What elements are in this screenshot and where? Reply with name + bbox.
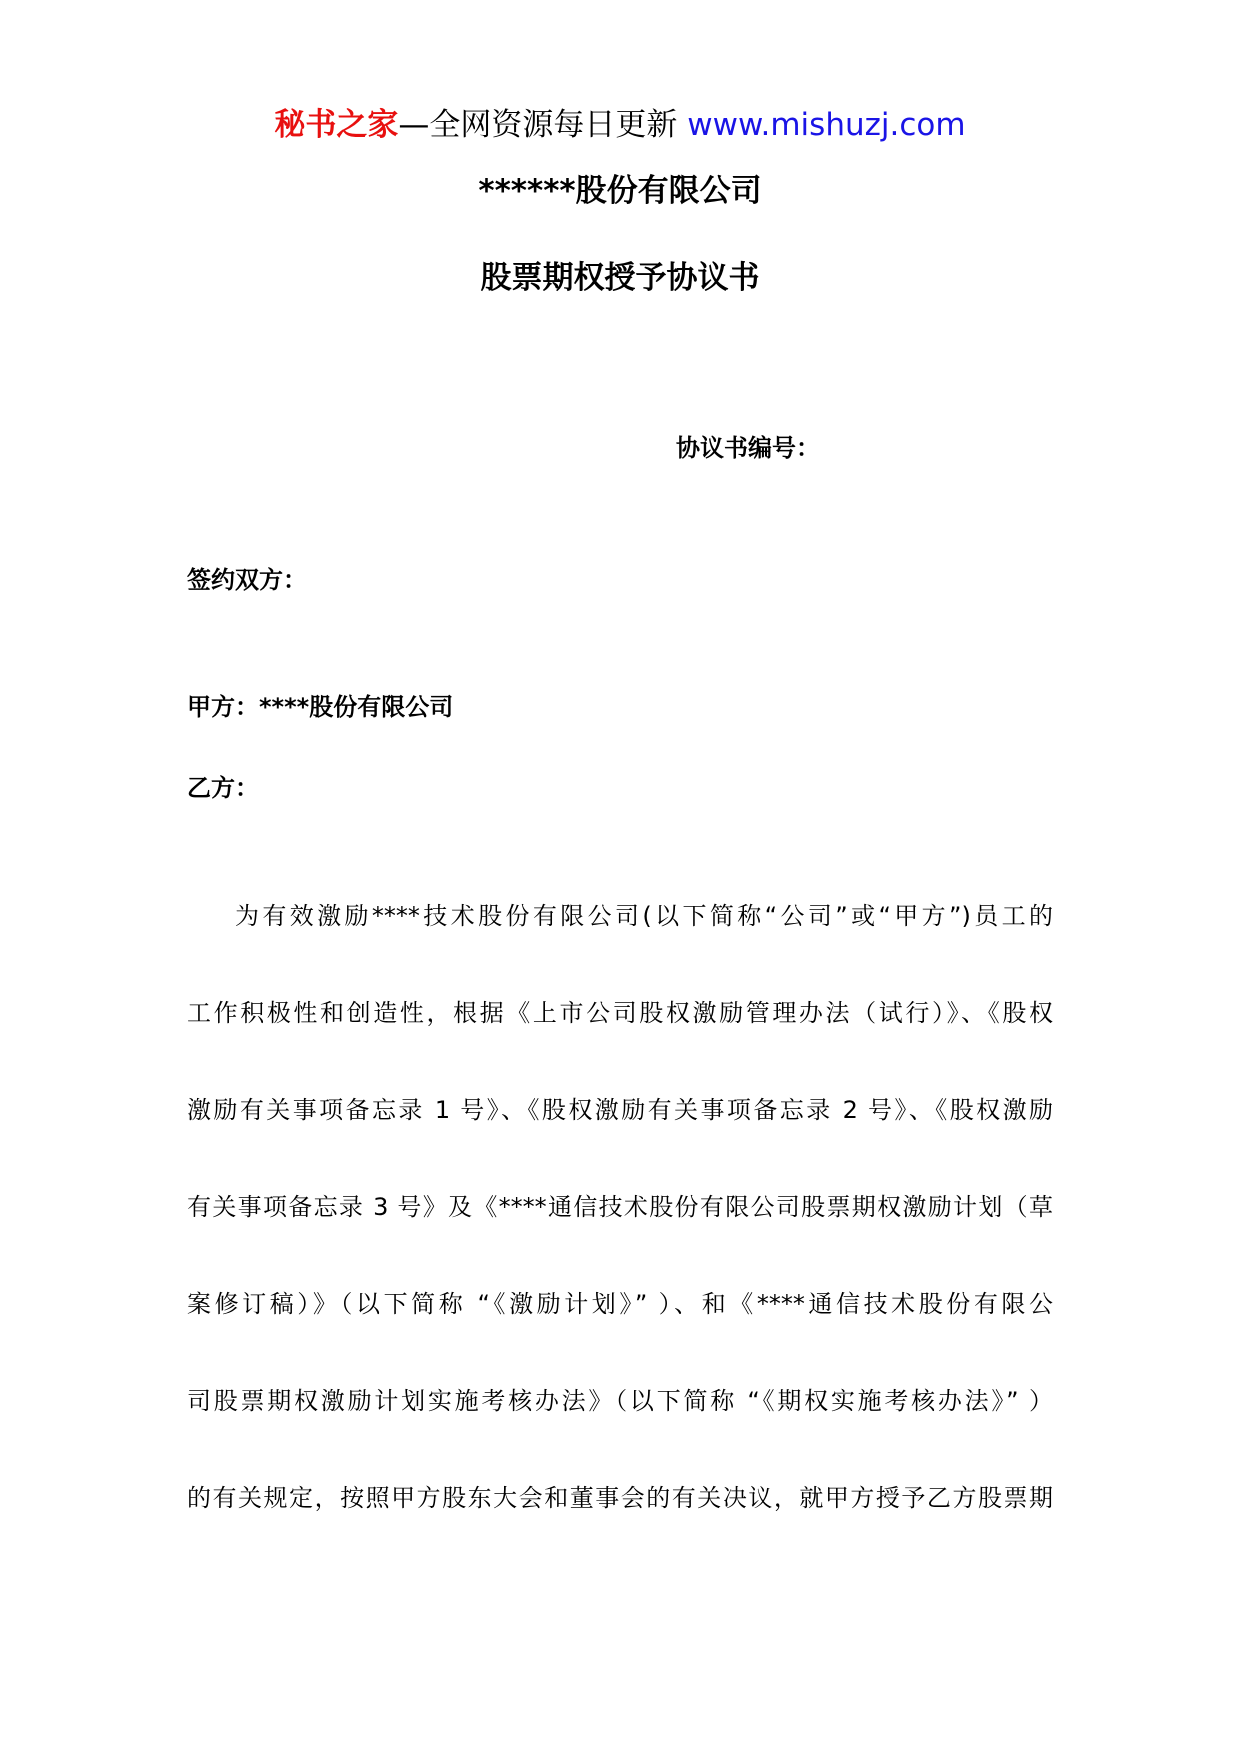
party-b-line: 乙方： bbox=[187, 774, 259, 802]
body-paragraph-line: 的有关规定，按照甲方股东大会和董事会的有关决议，就甲方授予乙方股票期 bbox=[187, 1484, 1053, 1512]
site-banner bbox=[0, 103, 1240, 147]
body-paragraph-line: 司股票期权激励计划实施考核办法》（以下简称 “《期权实施考核办法》” ） bbox=[187, 1387, 1053, 1415]
site-url-link[interactable]: www.mishuzj.com bbox=[687, 107, 966, 143]
company-title: ******股份有限公司 bbox=[478, 173, 762, 209]
body-paragraph-line: 激励有关事项备忘录 1 号》、《股权激励有关事项备忘录 2 号》、《股权激励 bbox=[187, 1096, 1053, 1124]
document-title: 股票期权授予协议书 bbox=[480, 260, 760, 296]
agreement-number-label: 协议书编号： bbox=[676, 434, 820, 462]
body-paragraph-line: 工作积极性和创造性，根据《上市公司股权激励管理办法（试行）》、《股权 bbox=[187, 999, 1053, 1027]
body-paragraph-line: 案修订稿）》（以下简称 “《激励计划》” ）、和《****通信技术股份有限公 bbox=[187, 1290, 1053, 1318]
signing-parties-heading: 签约双方： bbox=[187, 566, 307, 594]
party-a-line: 甲方：****股份有限公司 bbox=[187, 693, 454, 721]
site-slogan: —全网资源每日更新 bbox=[398, 107, 688, 143]
body-paragraph-line: 有关事项备忘录 3 号》及《****通信技术股份有限公司股票期权激励计划（草 bbox=[187, 1193, 1053, 1221]
body-paragraph-line: 为有效激励****技术股份有限公司(以下简称“公司”或“甲方”)员工的 bbox=[235, 902, 1053, 930]
site-brand-name: 秘书之家 bbox=[274, 107, 399, 143]
